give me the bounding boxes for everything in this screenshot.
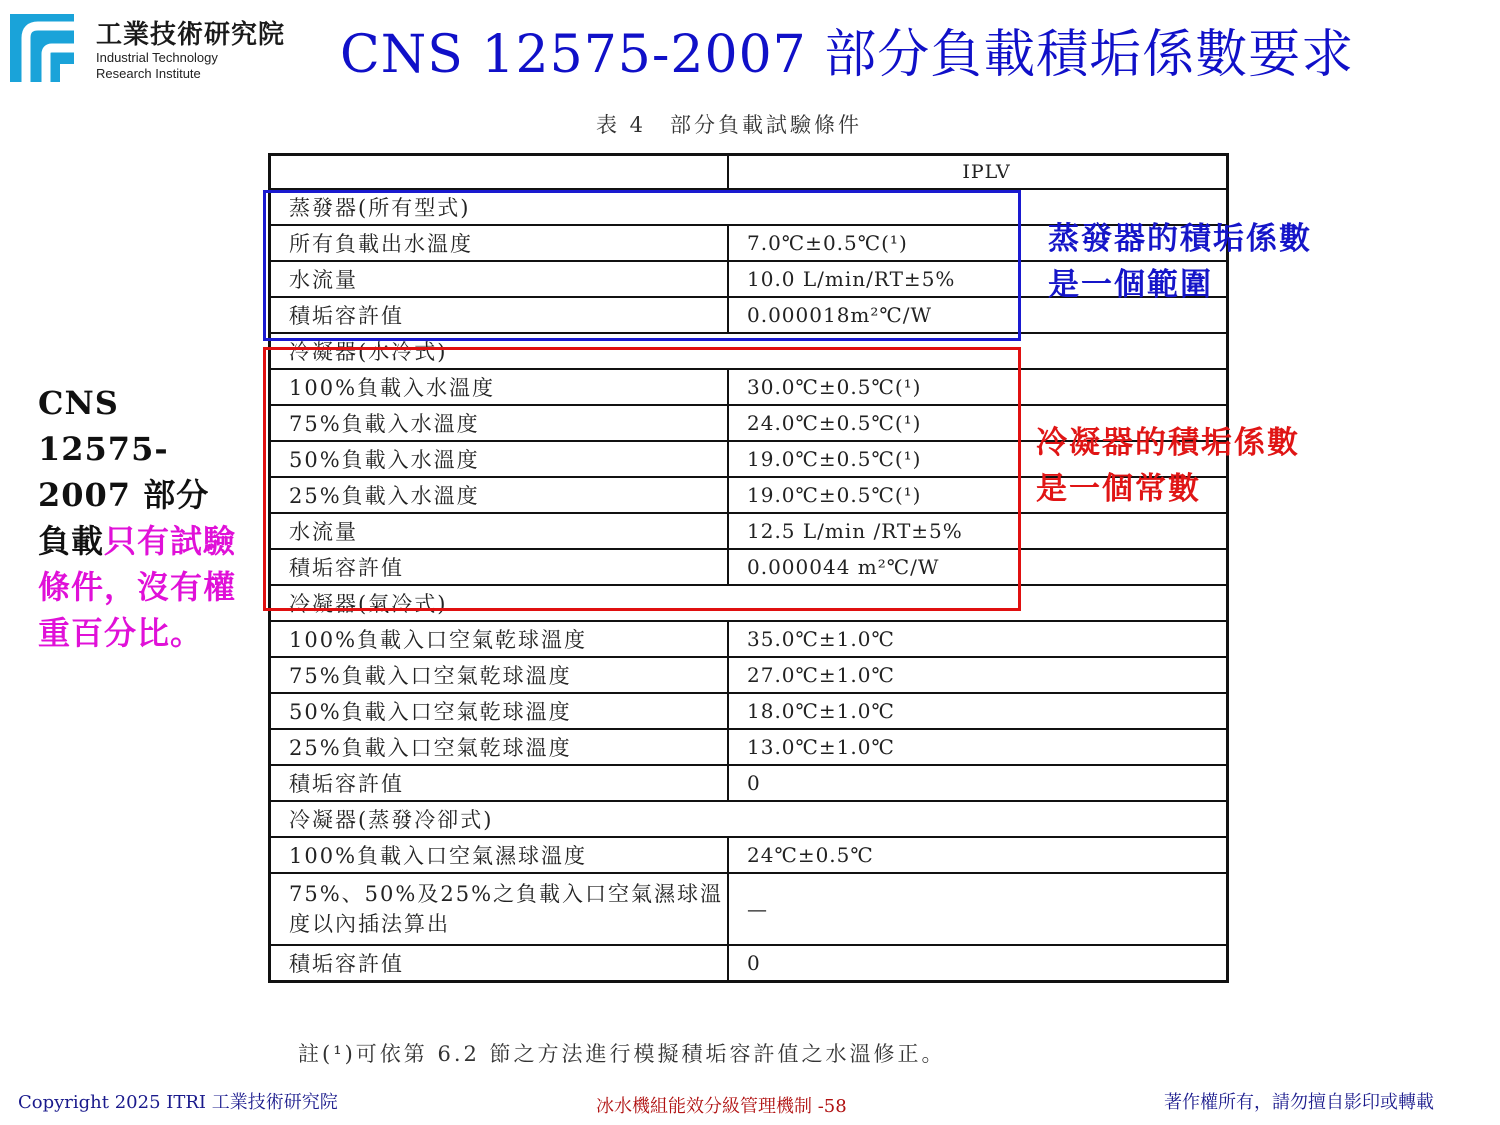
- condition-label-cell: 25%負載入口空氣乾球溫度: [270, 729, 729, 765]
- condition-label-cell: 100%負載入水溫度: [270, 369, 729, 405]
- footer-page-label: 冰水機組能效分級管理機制 -58: [596, 1096, 847, 1117]
- table-header-iplv: IPLV: [728, 155, 1228, 190]
- condition-label-cell: 所有負載出水溫度: [270, 225, 729, 261]
- condition-value-cell: 7.0℃±0.5℃(¹): [728, 225, 1228, 261]
- condition-value-cell: 12.5 L/min /RT±5%: [728, 513, 1228, 549]
- condition-value-cell: 35.0℃±1.0℃: [728, 621, 1228, 657]
- condition-label-cell: 水流量: [270, 513, 729, 549]
- table-row: [270, 765, 1228, 801]
- side-note: [38, 380, 238, 656]
- condition-label-cell: 積垢容許值: [270, 297, 729, 333]
- table-header-blank: [270, 155, 729, 190]
- condition-label-cell: 50%負載入口空氣乾球溫度: [270, 693, 729, 729]
- condition-value-cell: 0.000018m²℃/W: [728, 297, 1228, 333]
- page-title: CNS 12575-2007 部分負載積垢係數要求: [340, 25, 1355, 85]
- table-row: [270, 945, 1228, 982]
- water-cooled-condenser-highlight-box: [263, 347, 1021, 611]
- section-header-cell: 冷凝器(水冷式): [270, 333, 1228, 369]
- condition-label-cell: 75%負載入水溫度: [270, 405, 729, 441]
- condenser-note: 冷凝器的積垢係數是一個常數: [1036, 425, 1300, 507]
- logo-chinese-name: 工業技術研究院: [96, 20, 286, 50]
- table-row: [270, 873, 1228, 945]
- table-caption: 表 4 部分負載試驗條件: [596, 113, 863, 137]
- condition-value-cell: —: [728, 873, 1228, 945]
- condition-value-cell: 0: [728, 945, 1228, 982]
- condition-label-cell: 75%、50%及25%之負載入口空氣濕球溫度以內插法算出: [270, 873, 729, 945]
- condition-value-cell: 0.000044 m²℃/W: [728, 549, 1228, 585]
- footer-copyright: Copyright 2025 ITRI 工業技術研究院: [18, 1092, 338, 1113]
- side-note-magenta: 只有試驗條件，沒有權重百分比。: [38, 522, 237, 652]
- condition-label-cell: 積垢容許值: [270, 549, 729, 585]
- logo-english-name: [96, 50, 218, 82]
- evaporator-note: 蒸發器的積垢係數是一個範圍: [1048, 221, 1312, 303]
- condition-label-cell: 水流量: [270, 261, 729, 297]
- section-header-cell: 蒸發器(所有型式): [270, 189, 1228, 225]
- condition-label-cell: 75%負載入口空氣乾球溫度: [270, 657, 729, 693]
- condition-label-cell: 25%負載入水溫度: [270, 477, 729, 513]
- condition-value-cell: 27.0℃±1.0℃: [728, 657, 1228, 693]
- condition-value-cell: 10.0 L/min/RT±5%: [728, 261, 1228, 297]
- footer-rights: 著作權所有，請勿擅自影印或轉載: [1164, 1092, 1434, 1113]
- logo-english-line2: Research Institute: [96, 66, 201, 81]
- condition-value-cell: 24℃±0.5℃: [728, 837, 1228, 873]
- side-note-black: CNS 12575-2007 部分負載: [38, 384, 210, 560]
- table-row: [270, 801, 1228, 837]
- table-row: [270, 657, 1228, 693]
- condition-value-cell: 19.0℃±0.5℃(¹): [728, 441, 1228, 477]
- table-row: [270, 621, 1228, 657]
- condition-label-cell: 100%負載入口空氣乾球溫度: [270, 621, 729, 657]
- table-row: [270, 729, 1228, 765]
- condition-value-cell: 0: [728, 765, 1228, 801]
- logo-english-line1: Industrial Technology: [96, 50, 218, 65]
- evaporator-highlight-box: [263, 190, 1021, 341]
- itri-logo-icon: [10, 14, 74, 82]
- section-header-cell: 冷凝器(蒸發冷卻式): [270, 801, 1228, 837]
- condition-label-cell: 積垢容許值: [270, 945, 729, 982]
- condition-label-cell: 100%負載入口空氣濕球溫度: [270, 837, 729, 873]
- condition-value-cell: 19.0℃±0.5℃(¹): [728, 477, 1228, 513]
- condition-label-cell: 50%負載入水溫度: [270, 441, 729, 477]
- table-footnote: 註(¹)可依第 6.2 節之方法進行模擬積垢容許值之水溫修正。: [298, 1042, 946, 1066]
- condition-value-cell: 24.0℃±0.5℃(¹): [728, 405, 1228, 441]
- section-header-cell: 冷凝器(氣冷式): [270, 585, 1228, 621]
- table-header-row: [270, 155, 1228, 190]
- table-row: [270, 837, 1228, 873]
- condition-value-cell: 13.0℃±1.0℃: [728, 729, 1228, 765]
- condition-value-cell: 30.0℃±0.5℃(¹): [728, 369, 1228, 405]
- condition-value-cell: 18.0℃±1.0℃: [728, 693, 1228, 729]
- condition-label-cell: 積垢容許值: [270, 765, 729, 801]
- table-row: [270, 693, 1228, 729]
